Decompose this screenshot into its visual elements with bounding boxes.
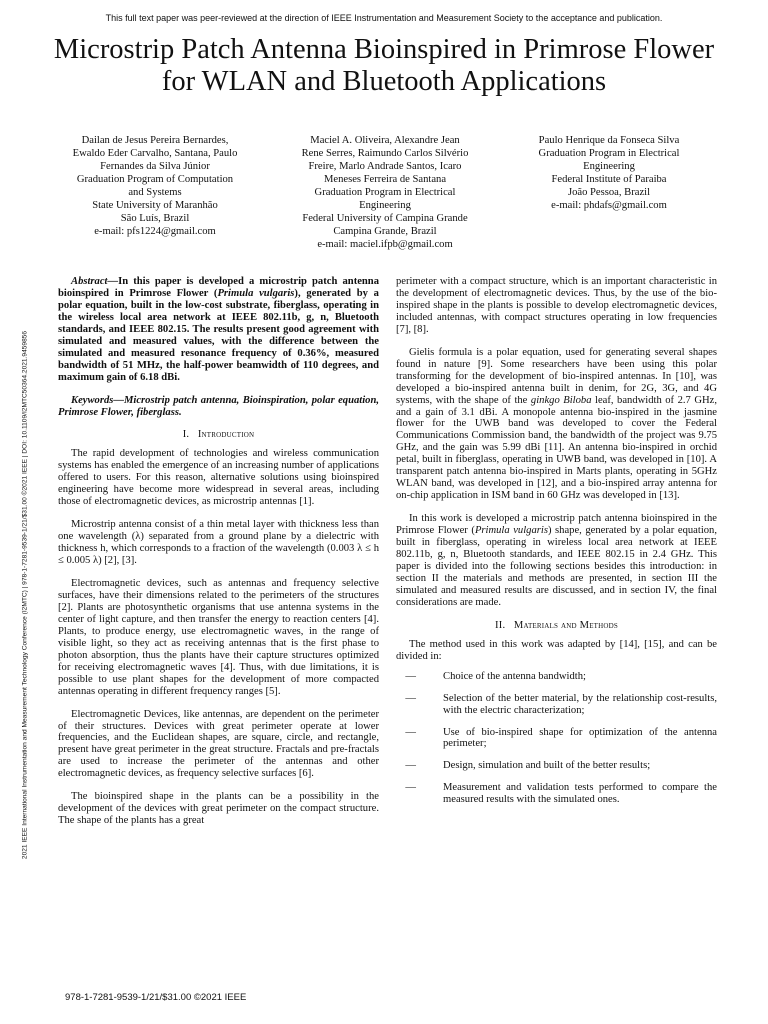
peer-review-note: This full text paper was peer-reviewed at the direction of IEEE Instrumentation and Measurement Society to the acceptance and publication. (105, 13, 663, 23)
list-item-text: Choice of the antenna bandwidth; (443, 670, 586, 682)
list-item (396, 760, 717, 772)
dash-bullet: — (405, 670, 416, 682)
intro-paragraph-3: Electromagnetic devices, such as antennas and frequency selective surfaces, have their dimensions related to the perimeters of the structures [2]. Plants are photosynthetic organisms that use antenna systems in the center of light capture, and then transfer the energy to reaction centers [4]. Plants, to produce energy, use electromagnetic waves, in the range of visible light, so they act as receiving antennas that is the first phase to photon absorption, thus the plants have their capture structures optimized for receiving electromagnetic waves [4]. Thus, with due limitations, it is possible to use plant shapes for the development of more compacted antennas operating in different frequency ranges [5]. (58, 578, 379, 697)
abstract-label: Abstract— (71, 276, 119, 287)
section-heading-introduction (58, 429, 379, 441)
dash-bullet: — (405, 692, 416, 704)
keywords-label: Keywords— (71, 394, 124, 406)
section-title: Introduction (197, 429, 255, 441)
keywords-text: Microstrip patch antenna, Bioinspiration, polar equation, Primrose Flower, fiberglass. (58, 394, 379, 418)
dash-bullet: — (405, 726, 416, 738)
section-number: I. (182, 429, 190, 441)
right-paragraph-3-text-2: ) shape, generated by a polar equation, built in fiberglass, operating in wireless local area network at IEEE 802.11b, g, n, Bluetooth standards, and IEEE 802.15 in 2.4 GHz. This paper is divided into the following sections besides this introduction: in section II the materials and methods are presented, in section III the simulated and measured results are discussed, and in section IV, the final considerations are made. (396, 525, 717, 608)
list-item-text: Use of bio-inspired shape for optimization of the antenna perimeter; (443, 726, 717, 750)
keywords (58, 395, 379, 419)
list-item-text: Measurement and validation tests performed to compare the measured results with the simulated ones. (443, 782, 717, 806)
conference-sidebar (18, 235, 32, 955)
page-footer: 978-1-7281-9539-1/21/$31.00 ©2021 IEEE (65, 992, 247, 1003)
abstract (58, 276, 379, 384)
intro-paragraph-4: Electromagnetic Devices, like antennas, are dependent on the perimeter of their structures. Devices with great perimeter operate at lower frequencies, and the Euclidean shapes, are square, circle, and rectangle, present have great perimeter in the great structure. Fractals and pre-fractals are used to increase the perimeter of the antennas and other electromagnetic devices, as frequency selective surfaces [6]. (58, 708, 379, 780)
author-block-3: Paulo Henrique da Fonseca Silva Graduation Program in Electrical Engineering Federal Institute of Paraiba João Pessoa, Brazil e-mail: phdafs@gmail.com (538, 135, 680, 211)
section-number: II. (494, 619, 506, 631)
right-paragraph-2 (396, 347, 717, 502)
list-item (396, 782, 717, 806)
abstract-text-1: In this paper is developed a microstrip patch antenna bioinspired in Primrose Flower ( (58, 276, 379, 299)
paper-title: Microstrip Patch Antenna Bioinspired in Primrose Flower for WLAN and Bluetooth Applications (53, 34, 715, 97)
abstract-species: Primula vulgaris (217, 287, 295, 299)
abstract-text-2: ), generated by a polar equation, built in the low-cost substrate, fiberglass, operating in the wireless local area network at IEEE 802.11b, g, n, Bluetooth standards, and IEEE 802.15. The results present good agreement with simulated and measured values, with the difference between the simulated and measured resonance frequency of 0.36%, measured bandwidth of 51 MHz, the half-power beamwidth of 110 degrees, and maximum gain of 6.18 dBi. (58, 287, 379, 383)
right-paragraph-3 (396, 513, 717, 609)
left-column (58, 276, 379, 827)
right-paragraph-1: perimeter with a compact structure, which is an important characteristic in the development of electromagnetic devices. Thus, by the use of the bio-inspired shape in the plants is possible to develop electromagnetic devices, included antennas, with compact structures operating in low frequencies [7], [8]. (396, 276, 717, 335)
author-block-1: Dailan de Jesus Pereira Bernardes, Ewaldo Eder Carvalho, Santana, Paulo Fernandes da Silva Júnior Graduation Program of Computation and Systems State University of Maranhão São Luís, Brazil e-mail: pfs1224@gmail.com (72, 135, 238, 237)
right-column (396, 276, 717, 816)
list-item-text: Selection of the better material, by the relationship cost-results, with the electric characterization; (443, 692, 717, 716)
section-title: Materials and Methods (513, 619, 619, 631)
list-item-text: Design, simulation and built of the better results; (443, 760, 651, 772)
dash-bullet: — (405, 782, 416, 794)
right-paragraph-3-text-1: In this work is developed a microstrip patch antenna bioinspired in the Primrose Flower ( (396, 513, 717, 537)
section-heading-methods (396, 620, 717, 632)
intro-paragraph-2: Microstrip antenna consist of a thin metal layer with thickness less than one wavelength (λ) separated from a ground plane by a dielectric with thickness h, which corresponds to a fraction of the wavelength (0.003 λ ≤ h ≤ 0.005 λ) [2], [3]. (58, 519, 379, 567)
dash-bullet: — (405, 760, 416, 772)
intro-paragraph-5: The bioinspired shape in the plants can be a possibility in the development of the devices with great perimeter on the compact structure. The shape of the plants has a great (58, 791, 379, 827)
methods-intro: The method used in this work was adapted by [14], [15], and can be divided in: (396, 638, 717, 662)
primula-name: Primula vulgaris (474, 525, 548, 537)
methods-list (396, 671, 717, 807)
author-block-2: Maciel A. Oliveira, Alexandre Jean Rene Serres, Raimundo Carlos Silvério Freire, Marlo Andrade Santos, Icaro Meneses Ferreira de Santana Graduation Program in Electrical Engineering Federal University of Campina Grande Campina Grande, Brazil e-mail: maciel.ifpb@gmail.com (301, 135, 469, 250)
list-item (396, 727, 717, 751)
conference-sidebar-text: 2021 IEEE International Instrumentation and Measurement Technology Conference (I2MTC) | 978-1-7281-9539-1/21/$31.00 ©2021 IEEE | DOI: 10.1109/I2MTC50364.2021.9459856 (21, 330, 29, 860)
list-item (396, 671, 717, 683)
right-paragraph-2-text-2: leaf, bandwidth of 2.7 GHz, and a gain of 3.1 dBi. A monopole antenna bio-inspired in the jasmine flower for the UWB band was developed to cover the Federal Communications Commission band, the bandwidth of the project was 9.75 GHz, and the gain was 5.99 dBi [11]. An antenna bio-inspired in orchid petal, built in fiberglass, operating in UWB band, was developed in [10]. A transparent patch antenna bio-inspired in Marts plants, operating in 5GHz WLAN band, was developed in [12], and a bio-inspired array antenna for on-chip application in ISM band in 60 GHz was developed in [13]. (396, 394, 717, 502)
intro-paragraph-1: The rapid development of technologies and wireless communication systems has enabled the emergence of an increasing number of applications offered to users. For this reason, alternative solutions using bioinspired engineering have become more widespread in several areas, including those of electromagnetic devices, as microstrip antennas [1]. (58, 448, 379, 508)
ginkgo-name: ginkgo Biloba (530, 394, 592, 406)
list-item (396, 693, 717, 717)
right-paragraph-2-text-1: Gielis formula is a polar equation, used for generating several shapes found in nature [9]. Some researchers have been using this polar transforming for the development of bio-inspired antennas. In [10], was developed a bio-inspired antenna built in denim, for 2G, 3G, and 4G systems, with the shape of the (396, 346, 717, 406)
